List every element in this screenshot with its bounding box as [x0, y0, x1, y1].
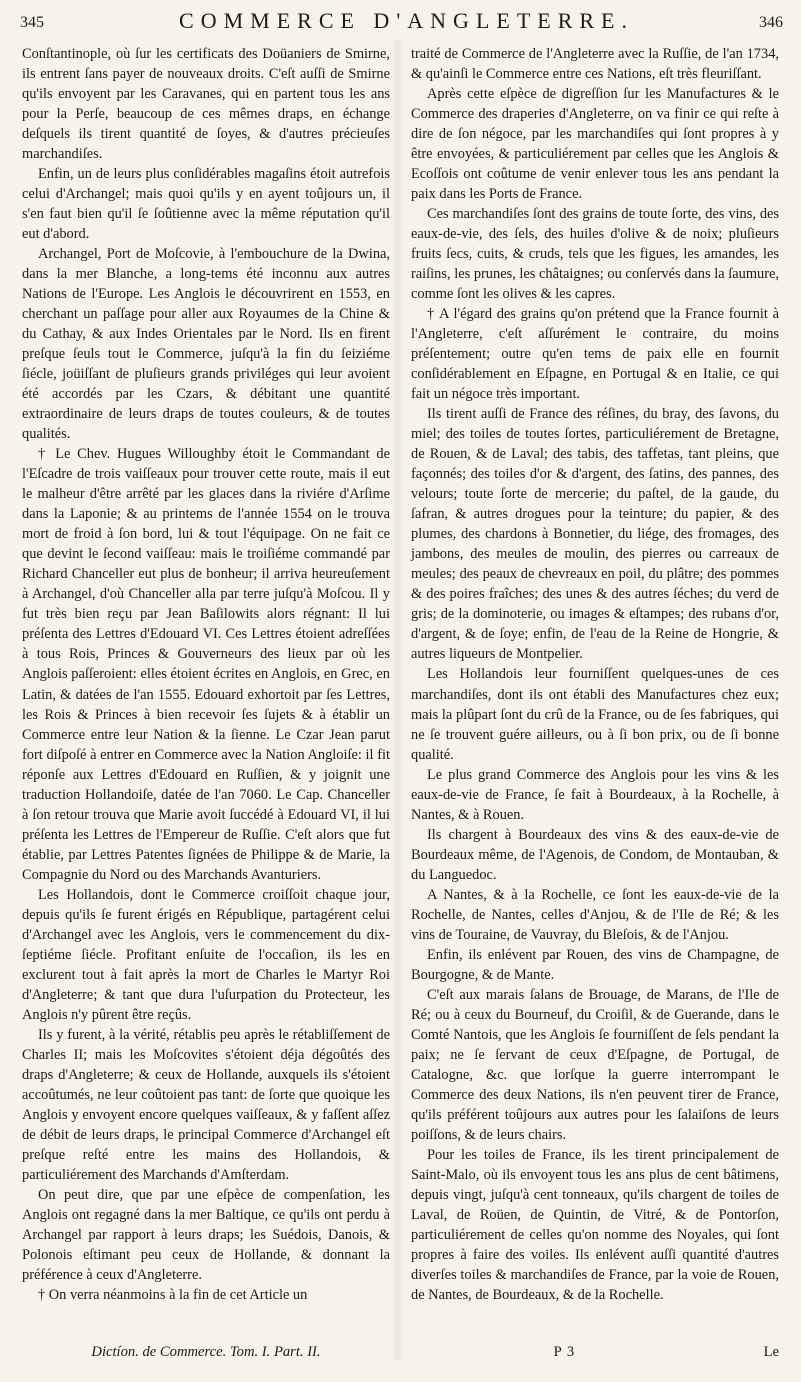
paragraph: Les Hollandois leur fourniſſent quelques-unes de ces marchandiſes, dont ils ont établi des Manufactures chez eux; mais la plûpart ſont du crû de la France, ou de ſes fabriques, qui ne ſe trouvent guére ailleurs, ou à ſi bon prix, ou de ſi bonne qualité. — [411, 666, 779, 763]
paragraph: Enfin, un de leurs plus conſidérables magaſins étoit autrefois celui d'Archangel; mais quoi qu'ils y en ayent toûjours un, il s'en faut bien qu'il ſe ſoûtienne avec la même réputation qu'il eut d'abord. — [22, 166, 390, 243]
left-column — [22, 44, 390, 1305]
signature-mark: P 3 — [553, 1344, 576, 1360]
paragraph: traité de Commerce de l'Angleterre avec la Ruſſie, de l'an 1734, & qu'ainſi le Commerce entre ces Nations, eſt très fleuriſſant. — [411, 46, 779, 83]
paragraph: Enfin, ils enlévent par Rouen, des vins de Champagne, de Bourgogne, & de Mante. — [411, 946, 779, 983]
paragraph: † On verra néanmoins à la fin de cet Article un — [38, 1286, 308, 1303]
paragraph: Pour les toiles de France, ils les tirent principalement de Saint-Malo, où ils envoyent tous les ans plus de cent bâtimens, depuis vingt, juſqu'à cent tonneaux, qu'ils chargent de toiles de Laval, de Roüen, de Quintin, de Vitré, & de Pontorſon, particuliérement de celles qu'on nomme des Noyales, qui ſont propres à faire des voiles. Ils enlévent auſſi quantité d'autres diverſes toiles & marchandiſes de France, par la voie de Rouen, de Nantes, de Bourdeaux, & de la Rochelle. — [411, 1146, 779, 1303]
paragraph: Ils chargent à Bourdeaux des vins & des eaux-de-vie de Bourdeaux même, de l'Agenois, de Condom, de Montauban, & du Languedoc. — [411, 826, 779, 883]
paragraph: On peut dire, que par une eſpèce de compenſation, les Anglois ont regagné dans la mer Baltique, ce qu'ils ont perdu à Archangel par rapport à leurs draps; les Suédois, Danois, & Polonois eſtimant peu ceux de Hollande, & donnant la préférence à ceux d'Angleterre. — [22, 1186, 390, 1283]
paragraph: Après cette eſpèce de digreſſion ſur les Manufactures & le Commerce des draperies d'Angleterre, on va finir ce qui reſte à dire de ſon négoce, par les marchandiſes qui ſont propres à y être envoyées, & particuliérement par celles que les Anglois & Ecoſſois ont coûtume de venir enlever tous les ans pendant la paix dans les Ports de France. — [411, 86, 779, 203]
paragraph: † A l'égard des grains qu'on prétend que la France fournit à l'Angleterre, c'eſt aſſurément le contraire, du moins préſentement; outre qu'en tems de paix elle en fournit conſidérablement en Eſpagne, en Portugal & en Italie, ce qui fait un négoce très important. — [411, 306, 779, 403]
paragraph: † Le Chev. Hugues Willoughby étoit le Commandant de l'Eſcadre de trois vaiſſeaux pour trouver cette route, mais il eut le malheur d'être arrêté par les glaces dans la riviére d'Arſime dans la Laponie; & au printems de l'année 1554 on le trouva mort de froid à ſon bord, lui & tout l'équipage. On ne fait ce que devint le ſecond vaiſſeau: mais le troiſiéme commandé par Richard Chanceller eut plus de bonheur; il arriva heureuſement à Archangel, d'où Chanceller alla par terre juſqu'à Moſcou. Il y fut très bien reçu par Jean Baſilowits alors régnant: Il lui préſenta des Lettres d'Edouard VI. Ces Lettres étoient adreſſées à tous Rois, Princes & Gouverneurs des lieux par où les Anglois paſſeroient: elles étoient écrites en Anglois, en Grec, en Latin, & datées de l'an 1555. Edouard exhortoit par ſes Lettres, les Rois & Princes à bien recevoir ſes ſujets & à établir un Commerce entre leur Nation & la ſienne. Le Czar Jean parut fort diſpoſé à entrer en Commerce avec la Nation Angloiſe: il fit réponſe aux Lettres d'Edouard en Ruſſien, & y joignit une traduction Hollandoiſe, datée de l'an 7060. Le Cap. Chanceller à ſon retour trouva que Marie avoit ſuccédé à Edouard VI, il lui préſenta les Lettres de l'Empereur de Ruſſie. C'eſt alors que fut établie, par Lettres Patentes ſignées de Philippe & de Marie, la Compagnie du Nord ou des Marchands Avanturiers. — [22, 446, 390, 883]
right-column — [411, 44, 779, 1305]
page-number-left: 345 — [20, 14, 44, 31]
paragraph: Ils tirent auſſi de France des réſines, du bray, des ſavons, du miel; des toiles de toutes ſortes, particuliérement de Bretagne, de Rouen, & de Laval; des tabis, des taffetas, tant pleins, que façonnés; des toiles d'or & d'argent, des ſatins, des pannes, des velours; toute ſorte de mercerie; du paſtel, de la gaude, du ſafran, & autres drogues pour la teinture; du papier, & des plumes, des chardons à Bonnetier, du liége, des fromages, des jambons, des meules de moulin, des pierres ou carreaux de meules; des peaux de chevreaux en poil, du plâtre; des pommes & des poires fraîches; des unes & des autres ſéches; du verd de gris; de la dominoterie, ou images & eſtampes; des rubans d'or, d'argent, & de ſoye; enfin, de l'eau de la Reine de Hongrie, & autres liqueurs de Montpelier. — [411, 406, 779, 663]
paragraph: C'eſt aux marais ſalans de Brouage, de Marans, de l'Ile de Ré; ou à ceux du Bourneuf, du Croiſil, & de Guerande, dans le Comté Nantois, que les Anglois ſe fourniſſent de ſels pendant la paix; ne ſe ſervant de ceux d'Eſpagne, de Portugal, de Catalogne, &c. que lorſque la guerre interrompant le Commerce des deux Nations, ils n'en peuvent tirer de France, qu'ils préférent toûjours aux autres pour les ſalaiſons de leurs poiſſons, & de leurs chairs. — [411, 986, 779, 1143]
catchword: Le — [763, 1344, 779, 1360]
paragraph: A Nantes, & à la Rochelle, ce ſont les eaux-de-vie de la Rochelle, de Nantes, celles d'Anjou, & de l'Ile de Ré; & les vins de Touraine, de Vauvray, du Bleſois, & de l'Anjou. — [411, 886, 779, 943]
running-title: COMMERCE D'ANGLETERRE. — [179, 8, 634, 33]
paragraph: Conſtantinople, où ſur les certificats des Doüaniers de Smirne, ils entrent ſans payer de nouveaux droits. C'eſt auſſi de Smirne qu'ils envoyent par les Caravanes, qui en partent tous les ans pour la Perſe, beaucoup de ces mêmes draps, en échange deſquels ils tirent quantité de ſoyes, & d'autres précieuſes marchandiſes. — [22, 46, 390, 163]
paragraph: Les Hollandois, dont le Commerce croiſſoit chaque jour, depuis qu'ils ſe furent érigés en République, partagérent celui d'Archangel avec les Anglois, vers le commencement du dix-ſeptiéme ſiécle. Profitant enſuite de l'occaſion, ils les en exclurent tout à fait après la mort de Charles le Martyr Roi d'Angleterre; & tant que dura l'uſurpation du Protecteur, les Anglois n'y pûrent être reçûs. — [22, 886, 390, 1023]
paragraph: Ces marchandiſes ſont des grains de toute ſorte, des vins, des eaux-de-vie, des ſels, des huiles d'olive & de noix; pluſieurs fruits ſecs, cuits, & cruds, tels que les figues, les amandes, les raiſins, les prunes, les châtaignes; ou conſervés dans la ſaumure, comme ſont les olives & les capres. — [411, 206, 779, 303]
gutter-shadow — [394, 40, 402, 1360]
footer-signature-line — [411, 1342, 779, 1362]
footer-source-note: Dictíon. de Commerce. Tom. I. Part. II. — [91, 1344, 321, 1360]
page-number-right: 346 — [759, 14, 783, 31]
page-header — [20, 8, 783, 38]
paragraph: Archangel, Port de Moſcovie, à l'embouchure de la Dwina, dans la mer Blanche, a long-tems été inconnu aux autres Nations de l'Europe. Les Anglois le découvrirent en 1553, en cherchant un paſſage pour aller aux Royaumes de la Chine & du Cathay, & aux Indes Orientales par le Nord. Ils en firent preſque ſeuls tout le Commerce, juſqu'à la fin du ſeiziéme ſiécle, joüiſſant de pluſieurs grands priviléges qui leur avoient été accordés par les Czars, & débitant une quantité extraordinaire de leurs draps de toutes couleurs, & de toutes qualités. — [22, 246, 390, 443]
paragraph: Le plus grand Commerce des Anglois pour les vins & les eaux-de-vie de France, ſe fait à Bourdeaux, à la Rochelle, à Nantes, & à Rouen. — [411, 766, 779, 823]
paragraph: Ils y furent, à la vérité, rétablis peu après le rétabliſſement de Charles II; mais les Moſcovites s'étoient déja dégoûtés des draps d'Angleterre; & ceux de Hollande, auxquels ils s'étoient accoûtumés, ne leur coûtoient pas tant: de ſorte que quoique les Anglois y envoyent encore quelques vaiſſeaux, & y faſſent aſſez de débit de leurs draps, le principal Commerce d'Archangel eſt preſque reſté entre les mains des Hollandois, & particuliérement des Marchands d'Amſterdam. — [22, 1026, 390, 1183]
